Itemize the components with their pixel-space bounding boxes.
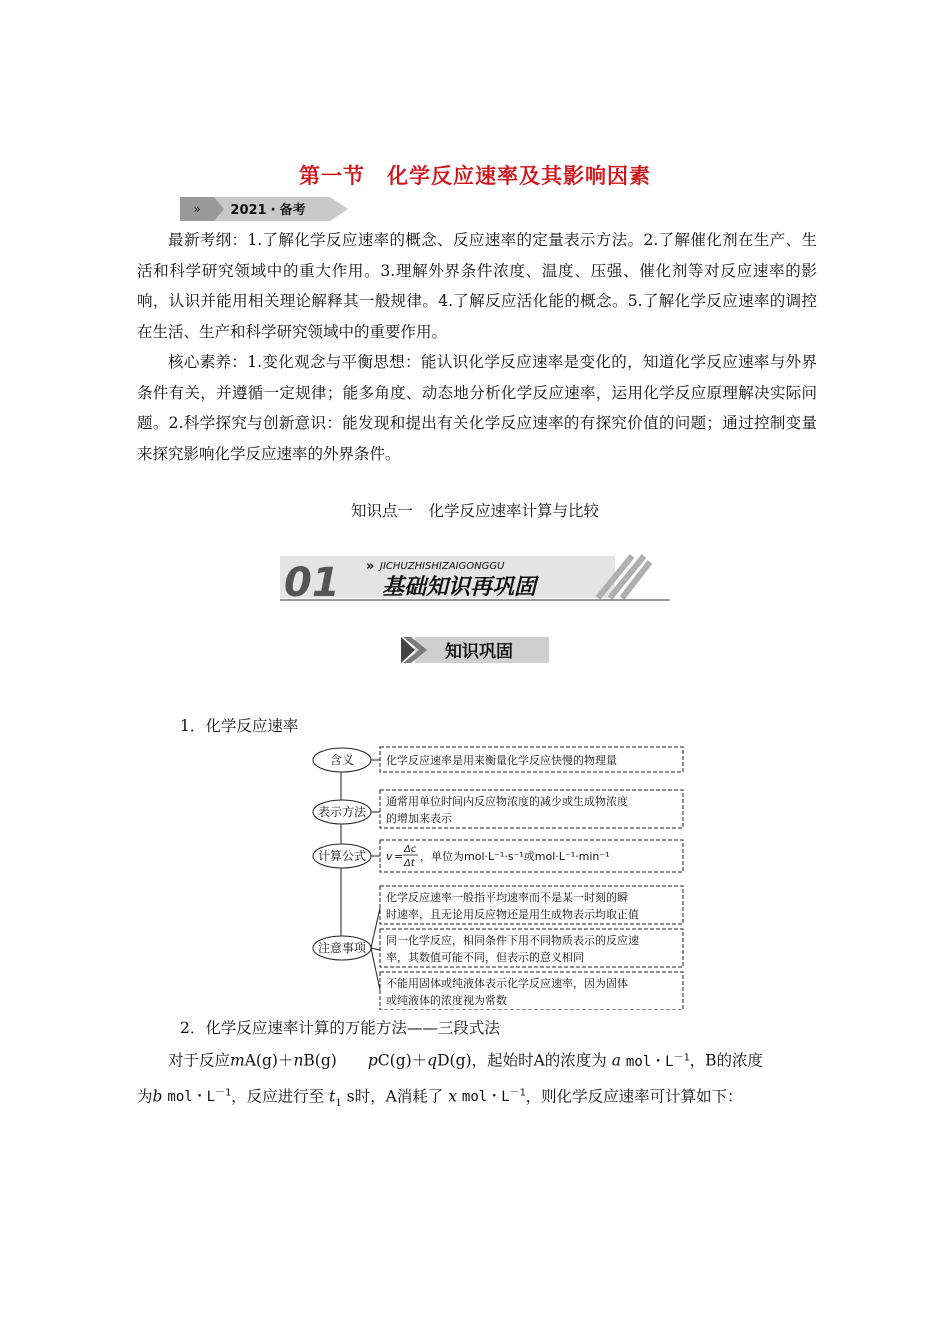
reaction-mid: ，起始时A的浓度为 [471,1051,607,1070]
page-title: 第一节 化学反应速率及其影响因素 [299,164,651,188]
line2-c: 时，A消耗了 [354,1087,444,1106]
rate-concept-diagram [306,742,686,1010]
note2-text-1: 同一化学反应，相同条件下用不同物质表示的反应速 [386,934,639,947]
reaction-end: ，B的浓度 [689,1051,764,1070]
section-1-heading: 1．化学反应速率 [180,717,299,735]
three-step-intro: 对于反应mA(g)＋nB(g) pC(g)＋qD(g)，起始时A的浓度为 a mol・$L^{-1}$，B的浓度 为b mol・$L^{-1}$，反应进行至 $t_1$ s时，A消耗了 x mol・$L^{-1}$，则化学反应速率可计算如下： [137,1051,764,1109]
section-banner [280,552,670,602]
reaction-intro: 对于反应 [168,1051,231,1070]
formula-v: v [386,850,393,863]
syllabus-paragraph [137,225,817,347]
svg-text:Δc: Δc [404,844,417,855]
banner-pinyin: JICHUZHISHIZAIGONGGU [380,561,505,572]
banner-number: 01 [284,560,340,602]
line2-b: ，反应进行至 [231,1087,325,1106]
svg-text:Δt: Δt [404,858,415,869]
sub-banner-label: 知识巩固 [445,642,513,662]
double-chevron-icon: » [193,202,201,216]
line2-d: ，则化学反应速率可计算如下： [525,1087,743,1106]
exam-tag [180,197,348,221]
note1-text-2: 时速率，且无论用反应物还是用生成物表示均取正值 [386,908,639,921]
exam-tag-label: 2021・备考 [230,203,306,218]
literacy-text: 核心素养：1.变化观念与平衡思想：能认识化学反应速率是变化的，知道化学反应速率与外界条件有关，并遵循一定规律；能多角度、动态地分析化学反应速率，运用化学反应原理解决实际问题。2.科学探究与创新意识：能发现和提出有关化学反应速率的有探究价值的问题；通过控制变量来探究影响化学反应速率的外界条件。 [137,353,817,463]
sub-banner [401,635,551,665]
node-notes: 注意事项 [317,941,367,955]
method-text-2: 的增加来表示 [386,812,452,825]
banner-title: 基础知识再巩固 [382,575,537,600]
section-2-heading: 2．化学反应速率计算的万能方法——三段式法 [180,1019,500,1037]
def-text: 化学反应速率是用来衡量化学反应快慢的物理量 [386,754,617,767]
node-formula: 计算公式 [317,849,367,863]
node-meaning: 含义 [329,753,355,767]
note3-text-2: 或纯液体的浓度视为常数 [386,994,507,1007]
note2-text-2: 率，其数值可能不同，但表示的意义相同 [386,951,584,964]
svg-text:=: = [394,850,404,863]
note1-text-1: 化学反应速率一般指平均速率而不是某一时刻的瞬 [386,891,628,904]
formula-unit: ，单位为mol·L⁻¹·s⁻¹或mol·L⁻¹·min⁻¹ [420,850,610,863]
literacy-paragraph [137,347,817,469]
syllabus-text: 最新考纲：1.了解化学反应速率的概念、反应速率的定量表示方法。2.了解催化剂在生产、生活和科学研究领域中的重大作用。3.理解外界条件浓度、温度、压强、催化剂等对反应速率的影响，认识并能用相关理论解释其一般规律。4.了解反应活化能的概念。5.了解化学反应速率的调控在生活、生产和科学研究领域中的重要作用。 [137,231,817,341]
node-method: 表示方法 [317,805,367,819]
banner-chevron-icon: » [366,559,375,574]
note3-text-1: 不能用固体或纯液体表示化学反应速率，因为固体 [386,977,628,990]
method-text-1: 通常用单位时间内反应物浓度的减少或生成物浓度 [386,795,628,808]
line2-a: 为 [137,1087,153,1106]
knowledge-point-heading: 知识点一 化学反应速率计算与比较 [350,502,599,520]
